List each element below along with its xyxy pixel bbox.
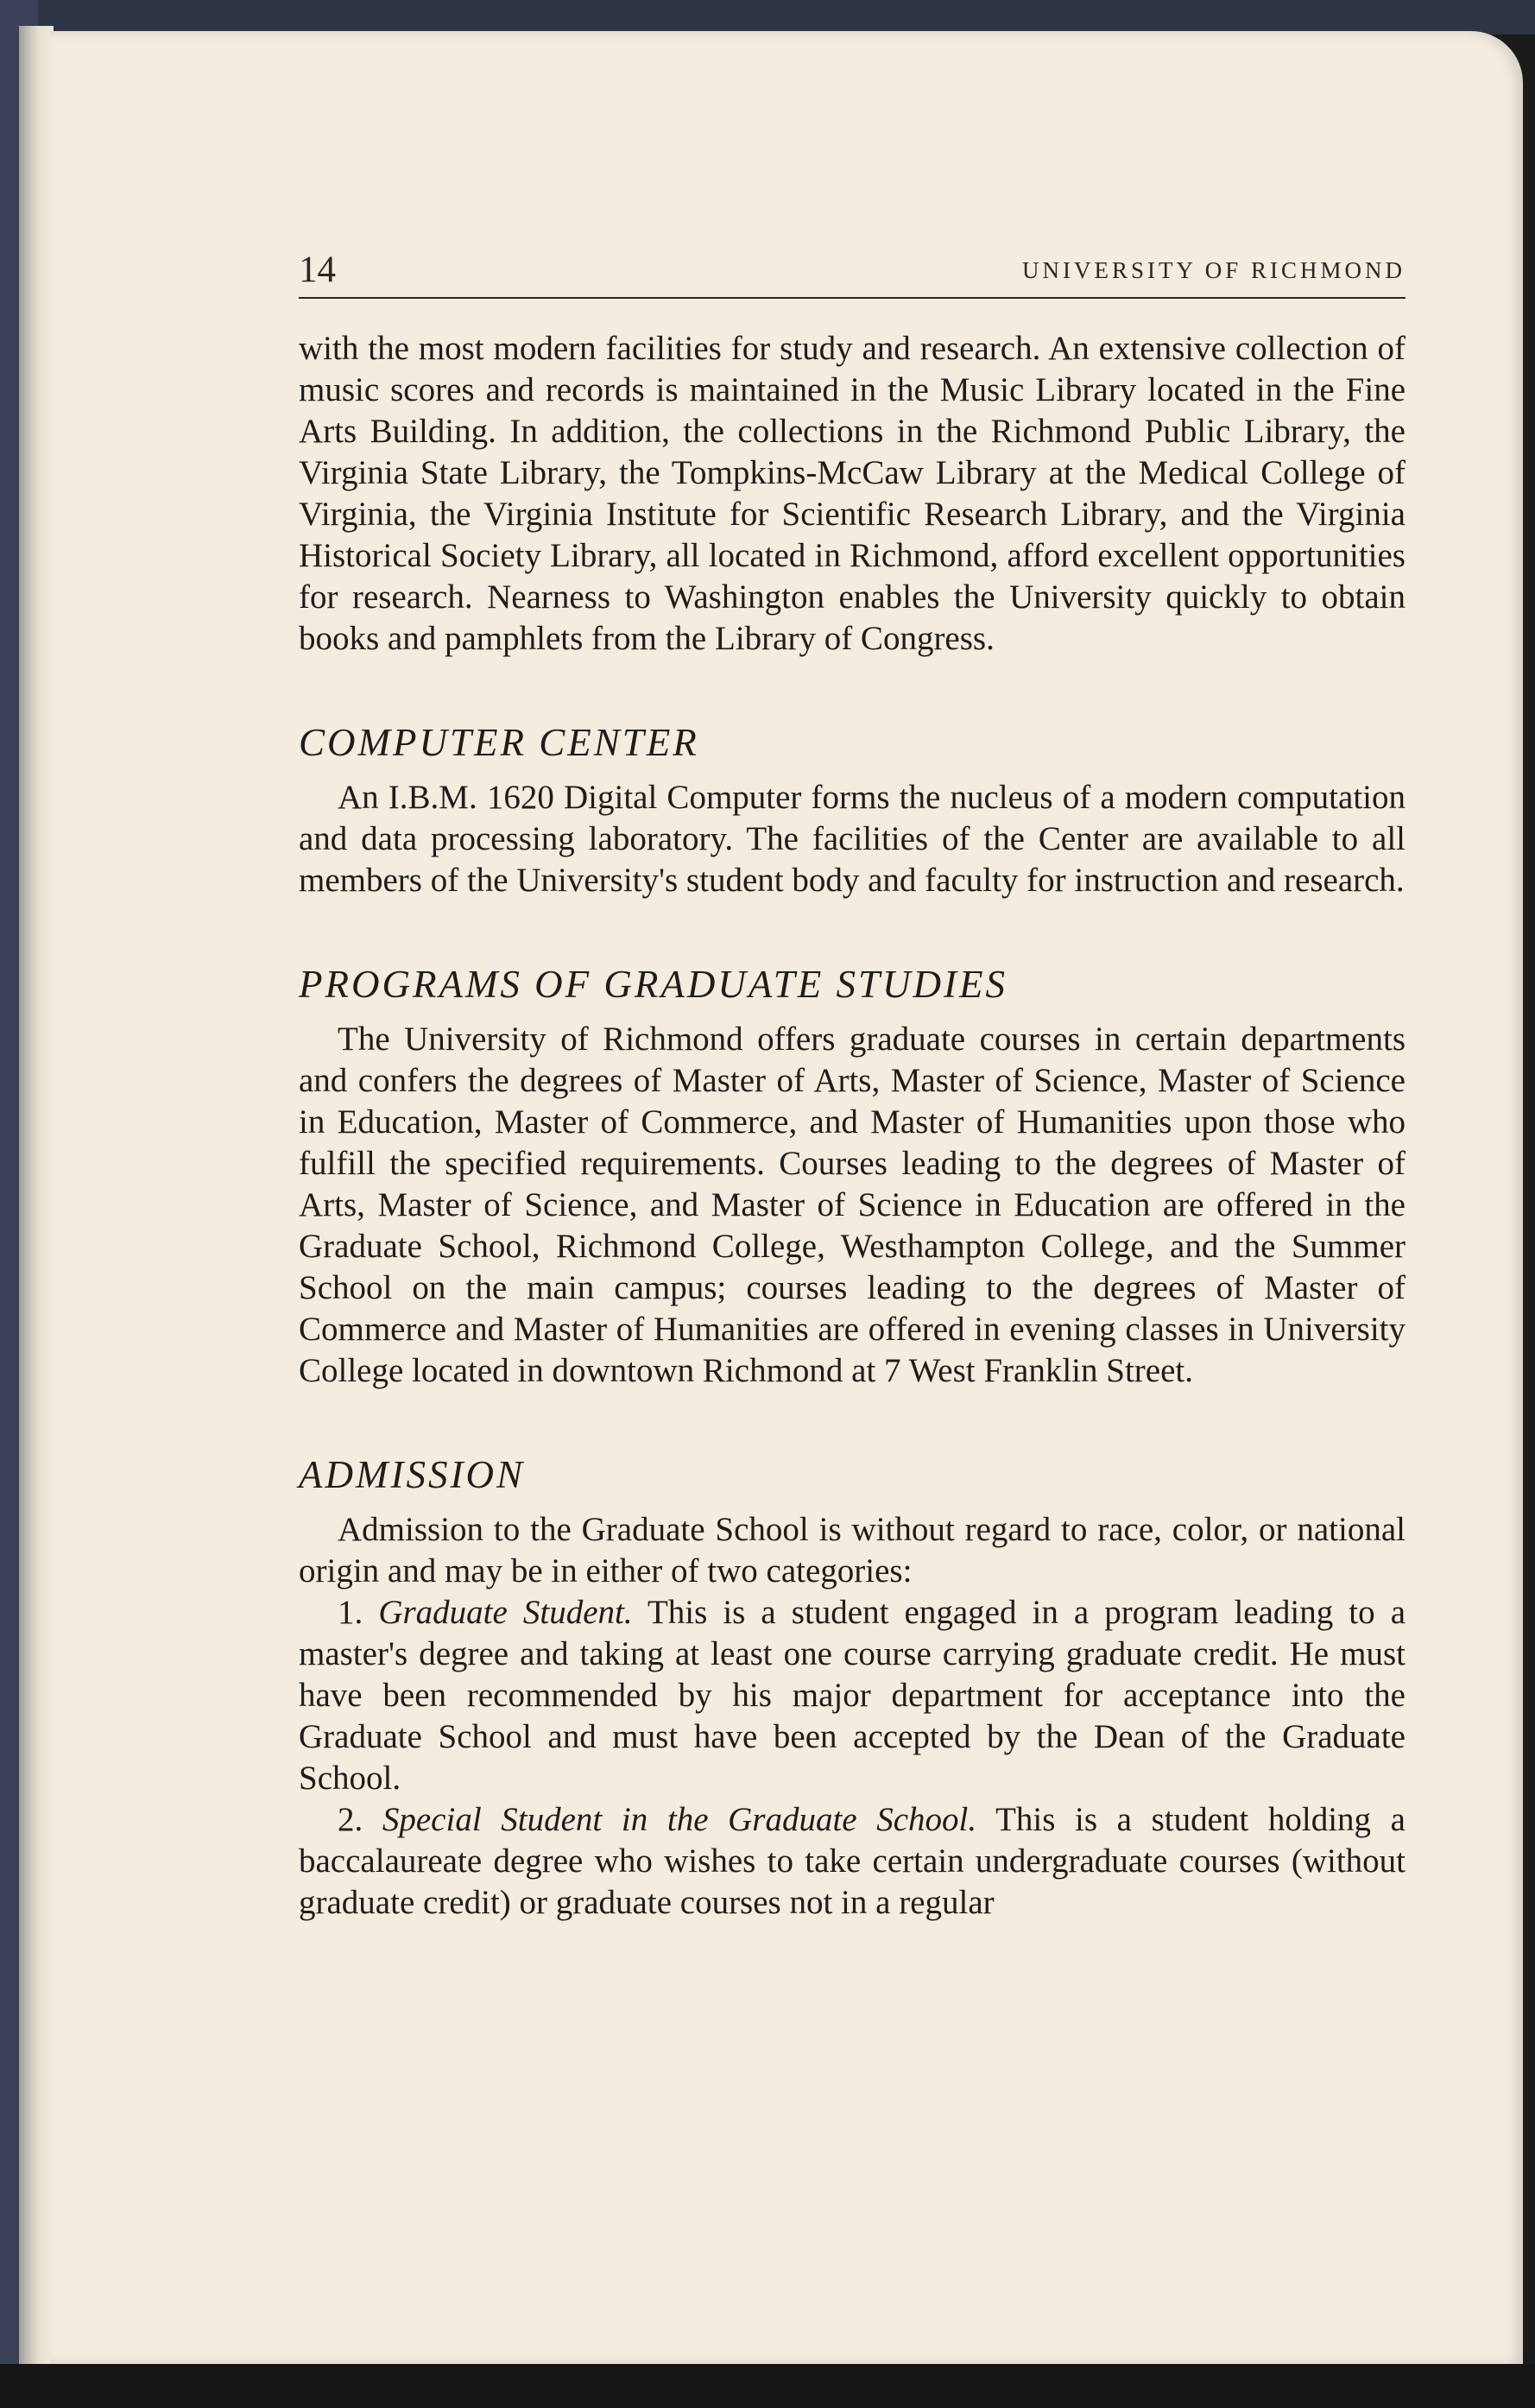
section-heading-admission: ADMISSION <box>299 1453 525 1496</box>
computer-center-paragraph: An I.B.M. 1620 Digital Computer forms the nucleus of a modern computation and data processing laboratory. The facilities of the Center are available to all members of the University's student body and faculty for instruction and research. <box>299 779 1406 899</box>
scan-background-bottom <box>0 2364 1535 2408</box>
running-head: UNIVERSITY OF RICHMOND <box>1021 257 1406 283</box>
admission-item <box>299 1799 1406 1924</box>
item-title: Special Student in the Graduate School. <box>382 1801 977 1838</box>
item-text: This is a student engaged in a program leading to a master's degree and taking at least one course carrying graduate credit. He must have been recommended by his major department for acceptance into the Graduate School and must have been accepted by the Dean of the Graduate School. <box>299 1594 1406 1797</box>
library-paragraph: with the most modern facilities for study and research. An extensive collection of music scores and records is maintained in the Music Library located in the Fine Arts Building. In addition, the collections in the Richmond Public Library, the Virginia State Library, the Tompkins-McCaw Library at the Medical College of Virginia, the Virginia Institute for Scientific Research Library, and the Virginia Historical Society Library, all located in Richmond, afford excellent opportunities for research. Nearness to Washington enables the University quickly to obtain books and pamphlets from the Library of Congress. <box>299 330 1406 657</box>
section-heading-computer-center: COMPUTER CENTER <box>299 721 699 764</box>
page-number: 14 <box>299 250 336 290</box>
graduate-programs-paragraph: The University of Richmond offers graduate courses in certain departments and confers the degrees of Master of Arts, Master of Science, Master of Science in Education, Master of Commerce, and Master of Humanities upon those who fulfill the specified requirements. Courses leading to the degrees of Master of Arts, Master of Science, and Master of Science in Education are offered in the Graduate School, Richmond College, Westhampton College, and the Summer School on the main campus; courses leading to the degrees of Master of Commerce and Master of Humanities are offered in evening classes in University College located in downtown Richmond at 7 West Franklin Street. <box>299 1021 1406 1389</box>
book-gutter <box>19 26 54 2366</box>
admission-item <box>299 1592 1406 1799</box>
admission-intro: Admission to the Graduate School is without regard to race, color, or national origin and may be in either of two categories: <box>299 1511 1406 1590</box>
page-body <box>299 328 1406 1924</box>
item-number: 2. <box>338 1801 363 1838</box>
item-title: Graduate Student. <box>378 1594 633 1631</box>
scan-background-top <box>0 0 1535 35</box>
item-text: This is a student holding a baccalaureate degree who wishes to take certain undergraduate courses (without graduate credit) or graduate courses not in a regular <box>299 1801 1406 1921</box>
item-number: 1. <box>338 1594 363 1631</box>
section-heading-graduate-programs: PROGRAMS OF GRADUATE STUDIES <box>299 963 1008 1006</box>
page-header <box>299 249 1406 299</box>
